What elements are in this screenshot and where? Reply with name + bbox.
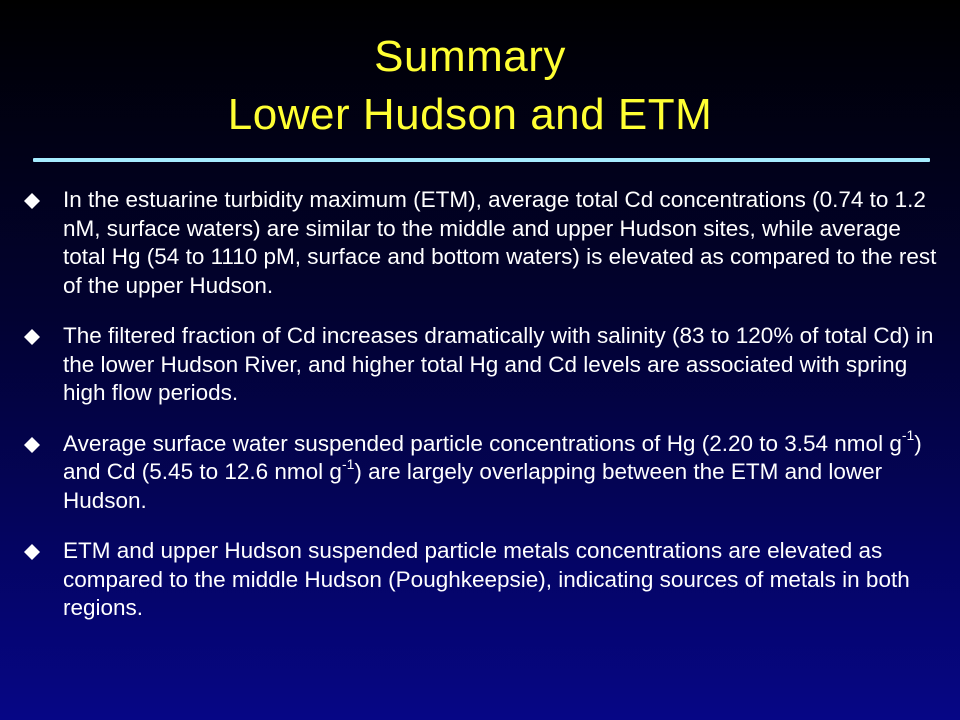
title-line-2: Lower Hudson and ETM: [227, 90, 713, 139]
bullet-list: [22, 186, 942, 645]
superscript-exponent: -1: [341, 455, 355, 472]
bullet-text-part-a: Average surface water suspended particle concentrations of Hg (2.20 to 3.54 nmol g: [63, 430, 902, 456]
diamond-bullet-icon: [24, 544, 40, 560]
bullet-item-suspended-particles: [22, 427, 942, 516]
bullet-text: The filtered fraction of Cd increases dramatically with salinity (83 to 120% of total Cd) in the lower Hudson River, and higher total Hg and Cd levels are associated with spring high flow periods.: [63, 323, 934, 405]
title-line-1: Summary: [374, 32, 566, 81]
diamond-bullet-icon: [24, 437, 40, 453]
diamond-bullet-icon: [24, 193, 40, 209]
superscript-exponent: -1: [901, 427, 915, 443]
slide-title: [0, 28, 940, 144]
bullet-item-metal-sources: [22, 537, 942, 623]
bullet-item-filtered-fraction: [22, 322, 942, 408]
bullet-text-part-c: ) are largely overlapping between the ETM and lower Hudson.: [63, 459, 883, 513]
bullet-text: In the estuarine turbidity maximum (ETM), average total Cd concentrations (0.74 to 1.2 nM, surface waters) are similar to the middle and upper Hudson sites, while average total Hg (54 to 1110 pM, surface and bottom waters) is elevated as compared to the rest of the upper Hudson.: [63, 187, 937, 298]
diamond-bullet-icon: [24, 329, 40, 345]
title-divider: [33, 158, 930, 162]
bullet-text: ETM and upper Hudson suspended particle metals concentrations are elevated as compared to the middle Hudson (Poughkeepsie), indicating sources of metals in both regions.: [63, 538, 910, 620]
bullet-item-etm-concentrations: [22, 186, 942, 300]
bullet-text-part-b: ) and Cd (5.45 to 12.6 nmol g: [63, 430, 922, 484]
